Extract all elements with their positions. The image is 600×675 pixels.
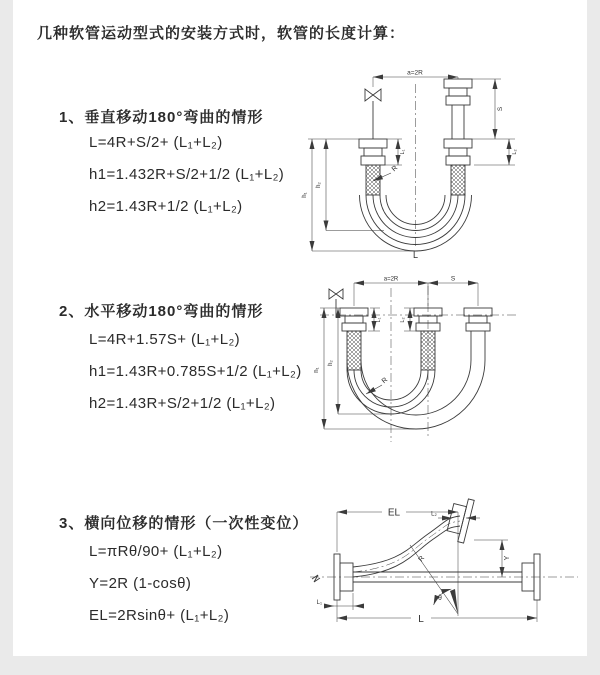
dim-label-r: R [417,554,427,564]
dim-label-l1: L₁ [376,317,382,323]
dim-label-y: Y [504,555,511,561]
dim-label-s: S [450,275,456,283]
document-page [13,0,587,656]
dim-label-h2: h₂ [316,182,322,188]
section-3-formula-Y: Y=2R (1-cosθ) [89,575,192,592]
dimension-s [428,276,478,284]
dimension-l2 [474,139,518,165]
dim-label-l2: L₂ [431,511,437,518]
diagram-vertical-180-bend [298,64,560,260]
left-fitting [359,139,387,195]
dim-label-h2: h₂ [328,360,334,366]
diagram-lateral-displacement [306,498,594,656]
section-3-heading: 3、横向位移的情形（一次性变位） [59,515,309,532]
centerline [310,575,578,582]
hose-arcs-position-2 [347,331,485,429]
valve-icon [329,289,343,317]
dim-label-h1: h₁ [314,367,320,373]
section-3-formula-EL: EL=2Rsinθ+ (L₁+L₂) [89,607,230,624]
dimension-l1 [368,308,382,331]
dim-label-r: R [380,376,390,386]
document-title: 几种软管运动型式的安装方式时，软管的长度计算： [37,25,406,42]
right-fitting-upper-position [444,79,472,139]
section-3-formula-L: L=πRθ/90+ (L₁+L₂) [89,543,223,560]
dim-label-h1: h₁ [302,192,308,198]
section-1-heading: 1、垂直移动180°弯曲的情形 [59,109,264,126]
dim-label-l2: L₂ [512,149,518,155]
dim-label-length: L [412,250,419,260]
middle-fitting [414,308,442,370]
section-2-formula-L: L=4R+1.57S+ (L₁+L₂) [89,331,241,348]
section-1-formula-L: L=4R+S/2+ (L₁+L₂) [89,134,223,151]
dim-label-r: R [390,164,400,174]
dim-label-length: L [418,614,424,625]
dimension-h1 [314,308,414,429]
break-mark [312,575,320,582]
dim-label-l1: L₁ [316,600,322,606]
dim-label-a2r: a=2R [383,276,399,283]
section-2-formula-h1: h1=1.43R+0.785S+1/2 (L₁+L₂) [89,363,302,380]
displaced-hose-position [353,498,474,577]
valve-icon [365,89,381,139]
left-fitting [340,308,368,370]
dim-label-a2r: a=2R [407,69,423,77]
section-2-heading: 2、水平移动180°弯曲的情形 [59,303,264,320]
dimension-a2r [354,277,478,307]
right-fitting-lower-position [444,139,472,195]
dimension-h1 [302,139,418,251]
dim-label-el: EL [387,507,401,519]
dim-label-l1: L₁ [400,149,406,155]
dimension-l [337,600,537,625]
dimension-s [472,79,515,139]
dim-label-theta: θ [438,595,442,602]
dim-label-s: S [497,106,504,112]
right-fitting-moved-position [464,308,492,331]
dim-label-l2: L₂ [400,317,406,323]
diagram-horizontal-180-bend [314,270,578,462]
section-1-formula-h2: h2=1.43R+1/2 (L₁+L₂) [89,198,243,215]
section-2-formula-h2: h2=1.43R+S/2+1/2 (L₁+L₂) [89,395,276,412]
section-1-formula-h1: h1=1.432R+S/2+1/2 (L₁+L₂) [89,166,285,183]
angle-construction [410,545,458,614]
dimension-y [474,540,511,577]
dimension-l1 [385,139,406,165]
